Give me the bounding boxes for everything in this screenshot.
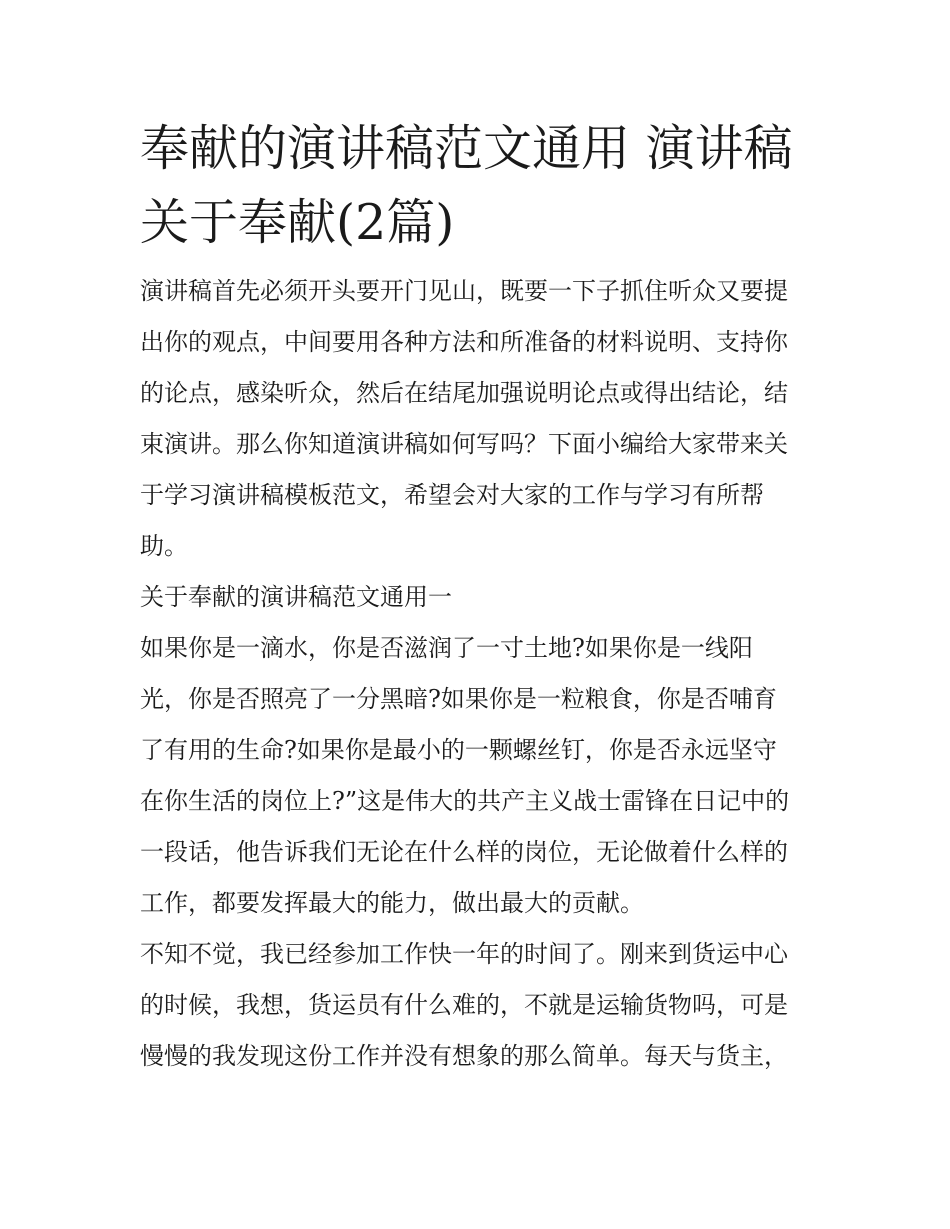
title-line-1: 奉献的演讲稿范文通用 演讲稿 bbox=[140, 120, 793, 177]
body-line: 一段话，他告诉我们无论在什么样的岗位，无论做着什么样的 bbox=[140, 838, 788, 866]
title-line-2: 关于奉献(2篇) bbox=[140, 194, 455, 251]
document-body bbox=[140, 266, 816, 1082]
body-line: 束演讲。那么你知道演讲稿如何写吗？下面小编给大家带来关 bbox=[140, 430, 788, 458]
document-page bbox=[140, 112, 816, 1082]
body-line: 如果你是一滴水，你是否滋润了一寸土地?如果你是一线阳 bbox=[140, 634, 753, 662]
body-line: 光，你是否照亮了一分黑暗?如果你是一粒粮食，你是否哺育 bbox=[140, 685, 777, 713]
body-line: 的论点，感染听众，然后在结尾加强说明论点或得出结论，结 bbox=[140, 379, 788, 407]
body-line: 出你的观点，中间要用各种方法和所准备的材料说明、支持你 bbox=[140, 328, 788, 356]
body-line: 于学习演讲稿模板范文，希望会对大家的工作与学习有所帮 bbox=[140, 481, 764, 509]
body-line: 了有用的生命?如果你是最小的一颗螺丝钉，你是否永远坚守 bbox=[140, 736, 777, 764]
document-title bbox=[140, 112, 816, 260]
body-line: 在你生活的岗位上?”这是伟大的共产主义战士雷锋在日记中的 bbox=[140, 787, 790, 815]
body-line: 助。 bbox=[140, 532, 188, 560]
body-line: 工作，都要发挥最大的能力，做出最大的贡献。 bbox=[140, 889, 644, 917]
body-line: 不知不觉，我已经参加工作快一年的时间了。刚来到货运中心 bbox=[140, 940, 788, 968]
section-heading: 关于奉献的演讲稿范文通用一 bbox=[140, 583, 452, 611]
body-line: 的时候，我想，货运员有什么难的，不就是运输货物吗，可是 bbox=[140, 991, 788, 1019]
body-line: 演讲稿首先必须开头要开门见山，既要一下子抓住听众又要提 bbox=[140, 277, 788, 305]
body-line: 慢慢的我发现这份工作并没有想象的那么简单。每天与货主， bbox=[140, 1042, 788, 1070]
